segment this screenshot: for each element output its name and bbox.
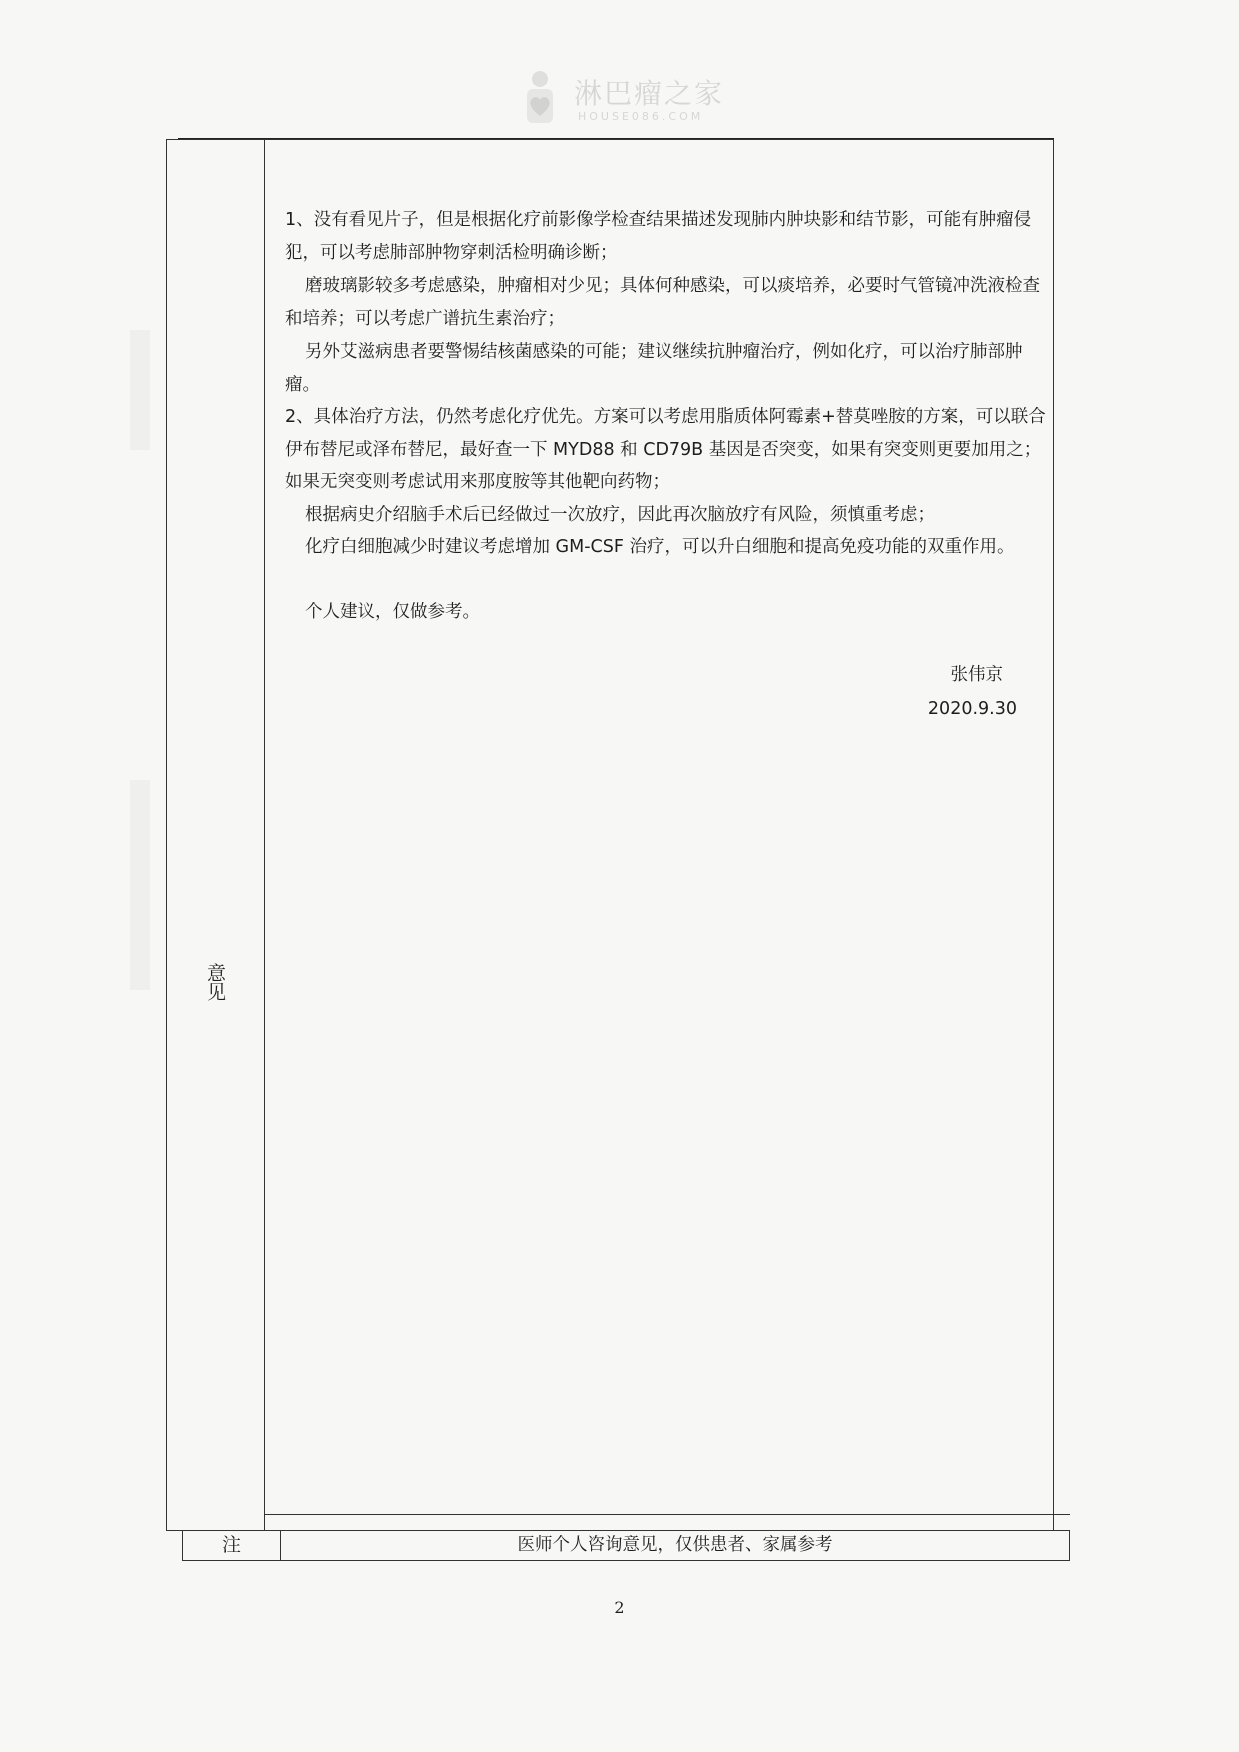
opinion-table bbox=[166, 139, 1054, 1531]
signature-name: 张伟京 bbox=[950, 665, 1003, 685]
note-label: 注 bbox=[183, 1531, 281, 1560]
signature-date: 2020.9.30 bbox=[927, 699, 1017, 719]
note-row bbox=[182, 1530, 1070, 1561]
watermark-url: HOUSE086.COM bbox=[578, 110, 704, 123]
opinion-label: 意见 bbox=[204, 963, 226, 1001]
opinion-content bbox=[278, 140, 1053, 1530]
opinion-paragraph-5: 根据病史介绍脑手术后已经做过一次放疗，因此再次脑放疗有风险，须慎重考虑； bbox=[305, 505, 935, 525]
note-text: 医师个人咨询意见，仅供患者、家属参考 bbox=[517, 1535, 833, 1555]
opinion-paragraph-3: 另外艾滋病患者要警惕结核菌感染的可能；建议继续抗肿瘤治疗，例如化疗，可以治疗肺部肿瘤。 bbox=[285, 342, 1023, 395]
opinion-paragraph-2: 磨玻璃影较多考虑感染，肿瘤相对少见；具体何种感染，可以痰培养，必要时气管镜冲洗液检查和培养；可以考虑广谱抗生素治疗； bbox=[285, 276, 1040, 329]
opinion-paragraph-4: 2、具体治疗方法，仍然考虑化疗优先。方案可以考虑用脂质体阿霉素+替莫唑胺的方案，可以联合伊布替尼或泽布替尼，最好查一下 MYD88 和 CD79B 基因是否突变，如果有突变则更要加用之；如果无突变则考虑试用来那度胺等其他靶向药物； bbox=[285, 407, 1046, 492]
opinion-paragraph-6: 化疗白细胞减少时建议考虑增加 GM-CSF 治疗，可以升白细胞和提高免疫功能的双重作用。 bbox=[305, 537, 1015, 557]
page-number: 2 bbox=[614, 1598, 625, 1617]
opinion-paragraph-1: 1、没有看见片子，但是根据化疗前影像学检查结果描述发现肺内肿块影和结节影，可能有肿瘤侵犯，可以考虑肺部肿物穿刺活检明确诊断； bbox=[285, 210, 1032, 263]
watermark-name: 淋巴瘤之家 bbox=[574, 77, 725, 110]
watermark-logo-icon bbox=[518, 70, 562, 126]
opinion-label-column bbox=[167, 140, 265, 1530]
scan-edge-mark bbox=[130, 780, 150, 990]
scan-edge-mark bbox=[130, 330, 150, 450]
opinion-closing: 个人建议，仅做参考。 bbox=[305, 602, 480, 622]
note-top-border bbox=[264, 1514, 1070, 1515]
watermark bbox=[518, 70, 728, 130]
